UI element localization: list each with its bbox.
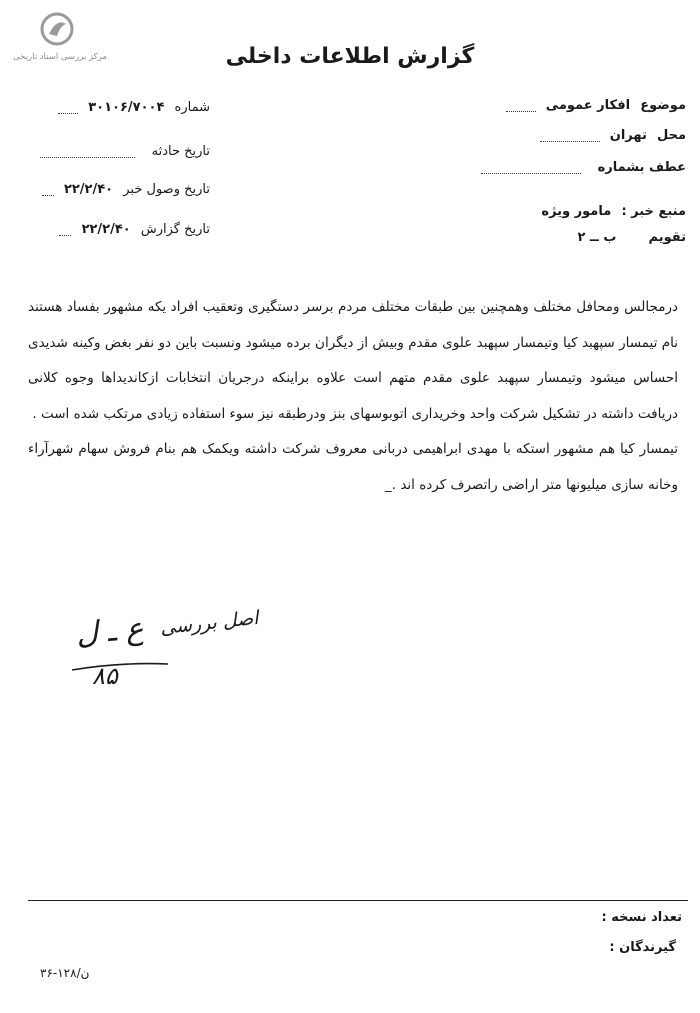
handwritten-number: ۸۵: [92, 662, 118, 690]
page-title: گزارش اطلاعات داخلی: [225, 44, 475, 69]
body-paragraph-2: تیمسار کیا هم مشهور استکه با مهدی ابراهیمی دربانی معروف شرکت داشته ویکمک هم بنام فروش سهام شهرآراء وخانه سازی میلیونها متر اراضی راتصرف کرده اند ._: [28, 441, 678, 493]
archive-caption: مرکز بررسی اسناد تاریخی: [13, 52, 107, 62]
incident-date-field: [10, 142, 210, 162]
evaluation-field: [466, 228, 686, 248]
evaluation-value: ب ــ ۲: [577, 230, 617, 245]
report-date-value: ۲۲/۲/۴۰: [81, 222, 131, 237]
location-field: [466, 126, 686, 146]
received-date-field: [10, 180, 210, 200]
archive-emblem-icon: [40, 12, 74, 46]
location-value: تهران: [609, 128, 647, 143]
report-body: [28, 290, 678, 503]
copies-label: تعداد نسخه :: [601, 910, 682, 925]
source-field: [466, 194, 686, 219]
archive-logo: [6, 12, 114, 64]
received-date-label: تاریخ وصول خبر: [123, 182, 210, 197]
incident-date-value: [135, 144, 147, 159]
source-label: منبع خبر :: [621, 204, 686, 219]
reference-value: [581, 160, 593, 175]
number-field: [10, 98, 210, 118]
source-value: مامور ویژه: [541, 204, 612, 219]
evaluation-label: تقویم: [648, 230, 686, 245]
handwritten-code: ع ـ ل: [74, 611, 145, 652]
subject-value: افکار عمومی: [545, 98, 631, 113]
location-label: محل: [656, 128, 686, 143]
number-label: شماره: [174, 100, 210, 115]
footer-divider: [28, 900, 688, 901]
body-paragraph-1: درمجالس ومحافل مختلف وهمچنین بین طبقات مختلف مردم برسر دستگیری وتعقیب افراد یکه مشهور بفساد هستند نام تیمسار سپهبد کیا وتیمسار سپهبد علوی مقدم وبیش از دیگران برده میشود ونسبت باین دو نفر بغض وکینه شدیدی احساس میشود وتیمسار سپهبد علوی مقدم متهم است علاوه براینکه درجریان انتخابات ازکاندیداها وجوه کلانی دریافت داشته در تشکیل شرکت واحد وخریداری اتوبوسهای بنز ودرطبقه نیز سوء استفاده زیادی مرتکب شده است .: [28, 299, 678, 422]
subject-field: [466, 96, 686, 116]
received-date-value: ۲۲/۲/۴۰: [63, 182, 114, 197]
subject-label: موضوع: [640, 98, 686, 113]
recipients-label: گیرندگان :: [609, 940, 676, 955]
handwritten-signature: اصل بررسی: [159, 606, 260, 640]
document-reference: ن/۱۲۸-۳۶: [40, 966, 90, 980]
reference-label: عطف بشماره: [597, 160, 686, 175]
reference-field: [466, 158, 686, 178]
number-value: ۳۰۱۰۶/۷۰۰۴: [88, 100, 165, 115]
incident-date-label: تاریخ حادثه: [151, 144, 210, 159]
report-date-field: [10, 220, 210, 240]
report-date-label: تاریخ گزارش: [140, 222, 210, 237]
handwritten-underline: [70, 660, 170, 674]
